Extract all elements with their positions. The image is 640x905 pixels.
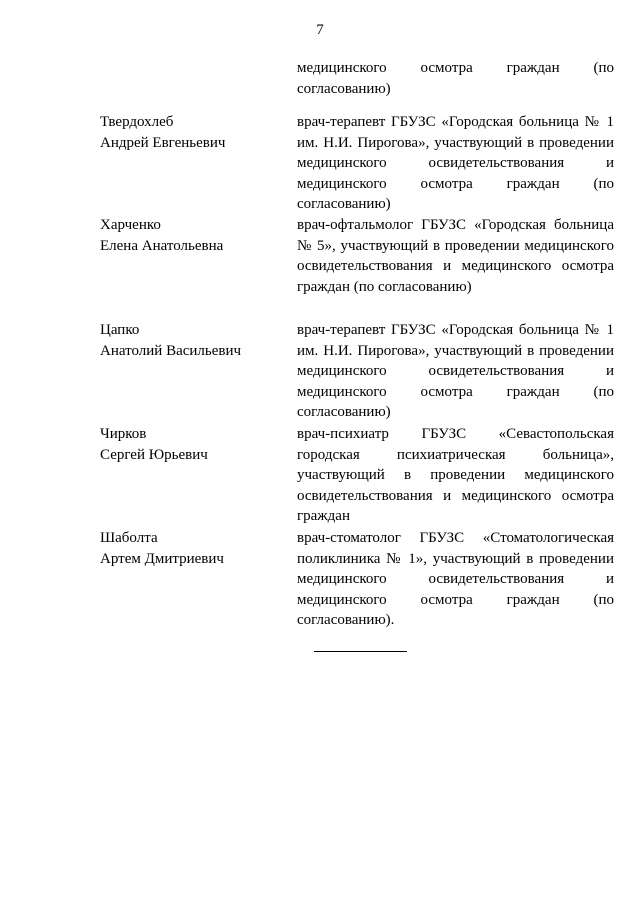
member-role: врач-офтальмолог ГБУЗС «Городская больница № 5», участвующий в проведении медицинского освидетельствования и медицинского осмотра граждан (по согласованию) [297, 217, 614, 295]
member-name [100, 112, 290, 153]
end-separator-line [314, 651, 407, 652]
member-role: врач-стоматолог ГБУЗС «Стоматологическая поликлиника № 1», участвующий в проведении медицинского освидетельствования и медицинского осмотра граждан (по согласованию). [297, 530, 614, 628]
member-surname: Харченко [100, 217, 161, 233]
member-name [100, 215, 290, 256]
member-surname: Шаболта [100, 530, 158, 546]
member-role: врач-терапевт ГБУЗС «Городская больница № 1 им. Н.И. Пирогова», участвующий в проведении медицинского освидетельствования и медицинского осмотра граждан (по согласованию) [297, 322, 614, 420]
member-name [100, 320, 290, 361]
page-number: 7 [316, 22, 324, 38]
member-given-name: Елена Анатольевна [100, 237, 224, 254]
member-surname: Чирков [100, 426, 147, 442]
member-given-name: Артем Дмитриевич [100, 550, 224, 567]
member-name [100, 424, 290, 465]
continuation-text: медицинского осмотра граждан (по согласованию) [297, 60, 614, 97]
member-name [100, 528, 290, 569]
member-role: врач-терапевт ГБУЗС «Городская больница № 1 им. Н.И. Пирогова», участвующий в проведении медицинского освидетельствования и медицинского осмотра граждан (по согласованию) [297, 114, 614, 212]
member-surname: Цапко [100, 322, 140, 338]
member-given-name: Андрей Евгеньевич [100, 134, 226, 151]
member-role: врач-психиатр ГБУЗС «Севастопольская городская психиатрическая больница», участвующий в проведении медицинского освидетельствования и медицинского осмотра граждан [297, 426, 614, 524]
member-given-name: Анатолий Васильевич [100, 342, 242, 359]
member-given-name: Сергей Юрьевич [100, 446, 208, 463]
member-surname: Твердохлеб [100, 114, 174, 130]
